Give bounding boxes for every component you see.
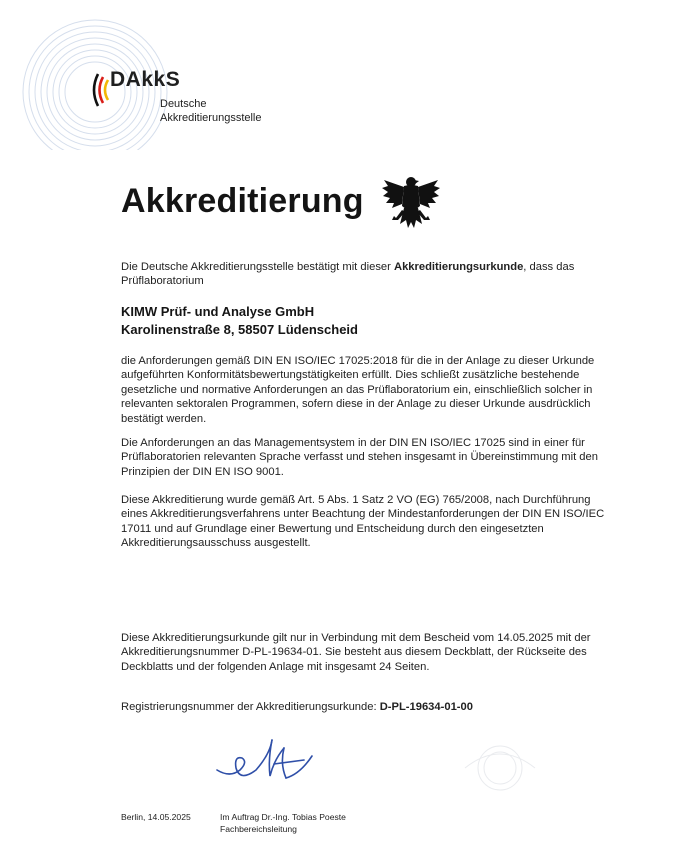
registration-label: Registrierungsnummer der Akkreditierungsurkunde:: [121, 701, 380, 713]
management-system-paragraph: Die Anforderungen an das Managementsystem in der DIN EN ISO/IEC 17025 sind in einer für Prüflaboratorien relevanten Sprache verfasst und stehen insgesamt in Übereinstimmung mit den Prinzipien der DIN EN ISO 9001.: [121, 437, 598, 478]
registration-number-line: [121, 700, 609, 714]
signatory-mandate: Im Auftrag Dr.-Ing. Tobias Poeste: [220, 812, 346, 822]
intro-bold-term: Akkreditierungsurkunde: [393, 261, 524, 273]
dakks-logo: [88, 66, 278, 126]
intro-text-before: Die Deutsche Akkreditierungsstelle bestätigt mit dieser: [121, 261, 394, 273]
registration-number: D-PL-19634-01-00: [379, 701, 473, 713]
federal-eagle-icon: [378, 170, 444, 236]
validity-paragraph: Diese Akkreditierungsurkunde gilt nur in Verbindung mit dem Bescheid vom 14.05.2025 mit der Akkreditierungsnummer D-PL-19634-01. Sie besteht aus diesem Deckblatt, der Rückseite des Deckblatts und der folgenden Anlage mit insgesamt 24 Seiten.: [121, 632, 591, 673]
handwritten-signature: [212, 730, 332, 790]
faint-stamp-mark: [455, 740, 545, 795]
intro-statement: [121, 260, 609, 289]
company-name: KIMW Prüf- und Analyse GmbH: [121, 304, 315, 319]
logo-name: DAkkS: [110, 68, 181, 91]
signatory-department: Fachbereichsleitung: [220, 824, 297, 834]
logo-subtitle-line2: Akkreditierungsstelle: [160, 112, 262, 124]
place-and-date: Berlin, 14.05.2025: [121, 812, 191, 822]
logo-subtitle-line1: Deutsche: [160, 98, 207, 110]
accreditation-basis-paragraph: Diese Akkreditierung wurde gemäß Art. 5 Abs. 1 Satz 2 VO (EG) 765/2008, nach Durchführung eines Akkreditierungsverfahrens unter Beachtung der Mindestanforderungen der DIN EN ISO/IEC 17011 und auf Grundlage einer Bewertung und Entscheidung durch den eingesetzten Akkreditierungsausschuss ausgestellt.: [121, 494, 605, 550]
company-address: Karolinenstraße 8, 58507 Lüdenscheid: [121, 322, 358, 337]
document-title: Akkreditierung: [121, 182, 364, 220]
intro-text-after: , dass das Prüflaboratorium: [121, 261, 575, 288]
requirements-paragraph: die Anforderungen gemäß DIN EN ISO/IEC 17025:2018 für die in der Anlage zu dieser Urkunde aufgeführten Konformitätsbewertungstätigkeiten erfüllt. Dies schließt zusätzliche bestehende gesetzliche und normative Anforderungen an das Prüflaboratorium ein, einschließlich solcher in relevanten sektoralen Programmen, sofern diese in der Anlage zu dieser Urkunde ausdrücklich bestätigt werden.: [121, 355, 595, 425]
